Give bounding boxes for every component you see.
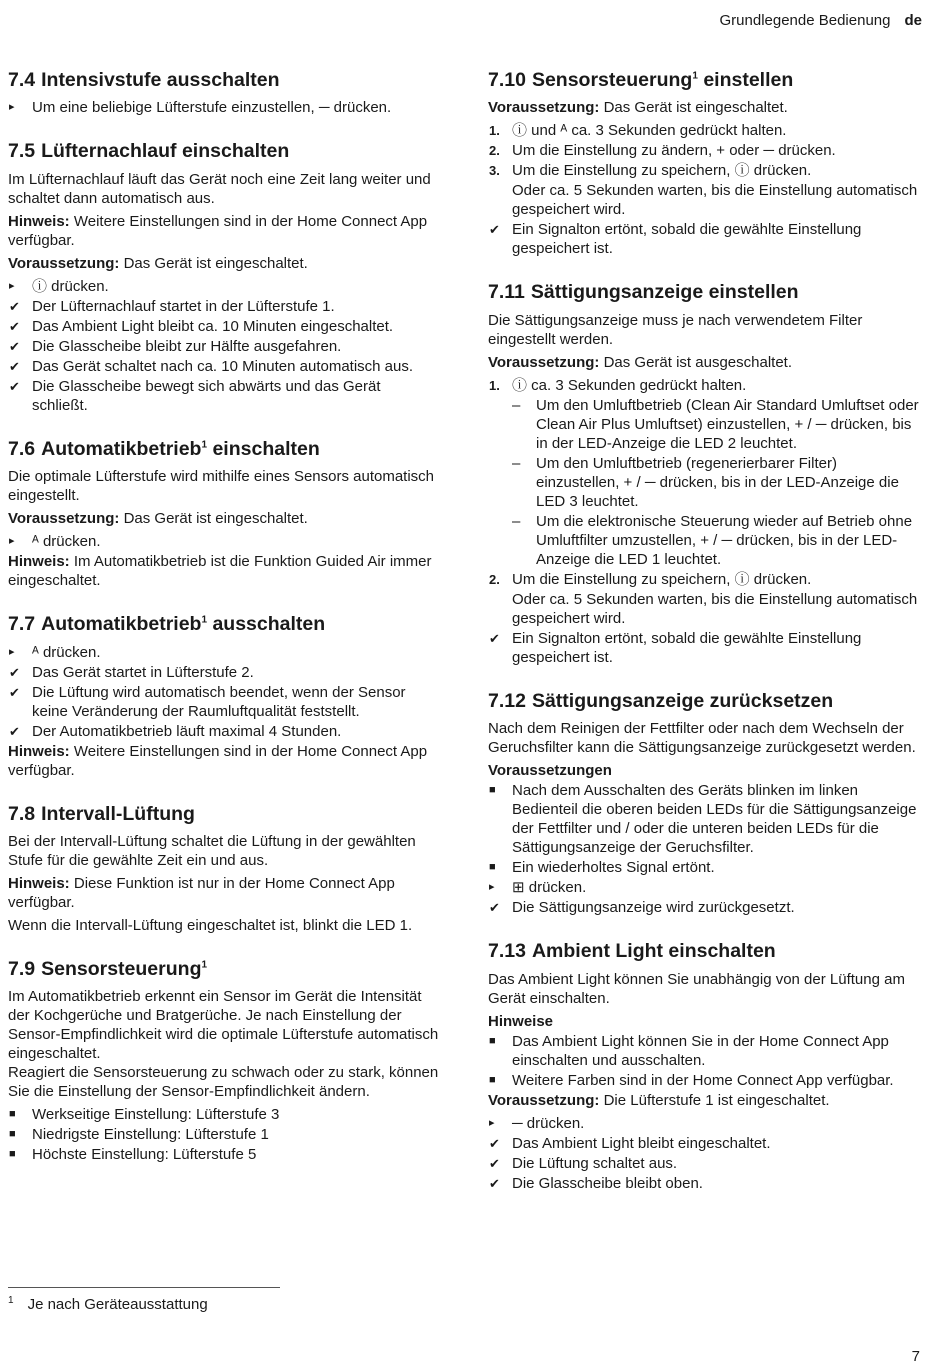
square-bullet-icon: ■ [489, 1034, 496, 1047]
section-7-7 [8, 612, 440, 779]
dash-bullet-icon: – [512, 512, 521, 530]
section-number: 7.11 [488, 281, 525, 304]
section-title: Sensorsteuerung [41, 957, 202, 980]
requirement-text: Das Gerät ist eingeschaltet. [603, 99, 788, 117]
result-text: Die Sättigungsanzeige wird zurückgesetzt. [512, 899, 795, 917]
list-text: Ein wiederholtes Signal ertönt. [512, 859, 715, 877]
step-text: ⓘ und ᴬ ca. 3 Sekunden gedrückt halten. [512, 122, 787, 140]
step-text: Um die Einstellung zu speichern, ⓘ drücken. [512, 570, 812, 588]
intro-text: Das Ambient Light können Sie unabhängig von der Lüftung am Gerät einschalten. [488, 970, 905, 1007]
section-heading [488, 939, 924, 963]
list-item [8, 1125, 440, 1144]
hint-label: Hinweis: [8, 212, 70, 230]
result-item [8, 357, 440, 376]
section-7-5 [8, 139, 440, 414]
result-text: Der Automatikbetrieb läuft maximal 4 Stunden. [32, 722, 342, 740]
requirement [488, 1091, 924, 1110]
requirement-label: Voraussetzung: [488, 353, 600, 371]
section-7-8 [8, 802, 440, 935]
step-number: 2. [489, 571, 500, 587]
result-item [8, 297, 440, 316]
check-icon: ✔ [9, 664, 20, 680]
square-bullet-icon: ■ [489, 1073, 496, 1086]
section-title: Automatikbetrieb [41, 613, 202, 636]
check-icon: ✔ [9, 298, 20, 314]
step-continuation: Oder ca. 5 Sekunden warten, bis die Einstellung automatisch gespeichert wird. [512, 182, 918, 219]
requirement-label: Voraussetzung: [488, 1091, 600, 1109]
right-column [488, 68, 924, 1215]
hint-label: Hinweis: [8, 742, 70, 760]
step-number: 1. [489, 123, 500, 139]
result-text: Die Glasscheibe bleibt oben. [512, 1174, 703, 1192]
list-text: Höchste Einstellung: Lüfterstufe 5 [32, 1146, 257, 1164]
requirement [8, 509, 440, 528]
action-step [8, 98, 440, 117]
section-number: 7.12 [488, 689, 526, 712]
result-text: Ein Signalton ertönt, sobald die gewählte Einstellung gespeichert ist. [512, 221, 862, 258]
requirement-label: Voraussetzung: [8, 254, 120, 272]
section-number: 7.9 [8, 957, 36, 980]
intro-text: Bei der Intervall-Lüftung schaltet die Lüftung in der gewählten Stufe für die gewählte Zeit ein und aus. [8, 832, 416, 869]
footnote-ref: 1 [201, 959, 208, 971]
section-heading [488, 689, 924, 713]
result-text: Das Gerät startet in Lüfterstufe 2. [32, 663, 254, 681]
square-bullet-icon: ■ [9, 1128, 16, 1141]
left-column [8, 68, 440, 1186]
footnote-divider [8, 1287, 280, 1288]
header-title: Grundlegende Bedienung [719, 12, 891, 29]
section-7-11 [488, 280, 924, 666]
check-icon: ✔ [489, 630, 500, 646]
section-7-13 [488, 939, 924, 1192]
requirement-text: Das Gerät ist ausgeschaltet. [603, 353, 793, 371]
step-text: ᴬ drücken. [32, 533, 101, 551]
section-title-end: ausschalten [212, 613, 326, 636]
section-heading [8, 437, 440, 461]
section-title: Sensorsteuerung [531, 69, 693, 91]
action-step [8, 277, 440, 296]
requirement-label: Voraussetzungen [488, 762, 612, 780]
section-number: 7.5 [8, 140, 36, 163]
section-title: Sättigungsanzeige zurücksetzen [531, 689, 834, 712]
list-item [8, 1145, 440, 1164]
footnote-mark: 1 [8, 1295, 14, 1306]
step-continuation: Oder ca. 5 Sekunden warten, bis die Einstellung automatisch gespeichert wird. [512, 590, 918, 627]
action-step [488, 878, 924, 897]
section-7-4 [8, 68, 440, 117]
section-title: Lüfternachlauf einschalten [41, 140, 290, 163]
result-text: Das Ambient Light bleibt eingeschaltet. [512, 1134, 771, 1152]
check-icon: ✔ [489, 222, 500, 238]
hint-label: Hinweise [488, 1012, 554, 1030]
list-item [488, 858, 924, 877]
check-icon: ✔ [9, 358, 20, 374]
list-item [488, 1032, 924, 1070]
check-icon: ✔ [9, 723, 20, 739]
sub-text: Um den Umluftbetrieb (regenerierbarer Filter) einzustellen, + / ─ drücken, bis in der LED-Anzeige die LED 3 leuchtet. [536, 454, 899, 510]
intro-text: Nach dem Reinigen der Fettfilter oder nach dem Wechseln der Geruchsfilter kann die Sättigungsanzeige zurückgesetzt werden. [488, 720, 916, 757]
result-item [8, 683, 440, 721]
check-icon: ✔ [489, 1175, 500, 1191]
square-bullet-icon: ■ [489, 784, 496, 797]
action-step [8, 643, 440, 662]
intro-text: Im Automatikbetrieb erkennt ein Sensor im Gerät die Intensität der Kochgerüche und Bratgerüche. Je nach Einstellung der Sensor-Empfindlichkeit wird die optimale Lüfterstufe automatisch eingeschaltet. [8, 988, 439, 1063]
list-text: Das Ambient Light können Sie in der Home Connect App einschalten und ausschalten. [512, 1032, 889, 1069]
section-title-end: einschalten [212, 437, 320, 460]
result-item [8, 722, 440, 741]
result-text: Das Gerät schaltet nach ca. 10 Minuten automatisch aus. [32, 357, 414, 375]
list-item [488, 781, 924, 857]
section-title: Intervall-Lüftung [41, 802, 195, 825]
section-title: Intensivstufe ausschalten [41, 69, 280, 91]
hint [8, 874, 440, 912]
result-item [8, 377, 440, 415]
list-text: Nach dem Ausschalten des Geräts blinken im linken Bedienteil die oberen beiden LEDs für die Sättigungsanzeige der Fettfilter und / oder die unteren beiden LEDs für die Sättigungsanzeige der Geruchsfilter. [512, 782, 917, 857]
footnote-ref: 1 [692, 70, 698, 82]
section-title-end: einstellen [703, 69, 794, 91]
step-text: Um die Einstellung zu speichern, ⓘ drücken. [512, 162, 812, 180]
step-text: ─ drücken. [512, 1114, 585, 1132]
check-icon: ✔ [489, 900, 500, 916]
step-text: ᴬ drücken. [32, 643, 101, 661]
result-text: Die Glasscheibe bleibt zur Hälfte ausgefahren. [32, 337, 342, 355]
result-item [8, 317, 440, 336]
section-title: Sättigungsanzeige einstellen [530, 281, 799, 304]
square-bullet-icon: ■ [489, 861, 496, 874]
arrow-icon: ▸ [9, 279, 15, 292]
result-item [488, 1154, 924, 1173]
intro-text: Die Sättigungsanzeige muss je nach verwendetem Filter eingestellt werden. [488, 311, 863, 348]
intro-text-2: Reagiert die Sensorsteuerung zu schwach oder zu stark, können Sie die Einstellung der Sensor-Empfindlichkeit ändern. [8, 1064, 439, 1101]
dash-bullet-icon: – [512, 396, 521, 414]
arrow-icon: ▸ [9, 101, 15, 114]
dash-bullet-icon: – [512, 454, 521, 472]
page-number: 7 [911, 1348, 920, 1365]
result-item [8, 663, 440, 682]
section-title: Ambient Light einschalten [531, 940, 776, 963]
hint-text: Weitere Einstellungen sind in der Home Connect App verfügbar. [8, 212, 428, 249]
step-text: ⓘ ca. 3 Sekunden gedrückt halten. [512, 376, 747, 394]
requirement [488, 98, 924, 117]
step-number: 3. [489, 163, 500, 179]
language-code: de [904, 12, 922, 29]
arrow-icon: ▸ [9, 535, 15, 548]
action-step [488, 1114, 924, 1133]
step-number: 1. [489, 377, 500, 393]
step-text: ⊞ drücken. [512, 879, 587, 897]
list-text: Niedrigste Einstellung: Lüfterstufe 1 [32, 1126, 269, 1144]
result-item [488, 629, 924, 667]
section-title: Automatikbetrieb [41, 437, 202, 460]
footnote [8, 1295, 208, 1313]
section-heading [8, 139, 440, 163]
arrow-icon: ▸ [489, 881, 495, 894]
numbered-step [488, 376, 924, 395]
check-icon: ✔ [9, 378, 20, 394]
list-text: Weitere Farben sind in der Home Connect App verfügbar. [512, 1071, 894, 1089]
result-text: Der Lüfternachlauf startet in der Lüfterstufe 1. [32, 297, 335, 315]
section-number: 7.7 [8, 613, 36, 636]
list-item [488, 1071, 924, 1090]
hint [8, 212, 440, 250]
section-heading [488, 68, 924, 92]
result-text: Die Glasscheibe bewegt sich abwärts und das Gerät schließt. [32, 377, 381, 414]
requirement [488, 353, 924, 372]
action-step [8, 532, 440, 551]
section-heading [8, 802, 440, 826]
section-number: 7.6 [8, 437, 36, 460]
arrow-icon: ▸ [9, 645, 15, 658]
section-heading [8, 612, 440, 636]
numbered-step [488, 570, 924, 589]
check-icon: ✔ [9, 684, 20, 700]
result-text: Das Ambient Light bleibt ca. 10 Minuten eingeschaltet. [32, 317, 394, 335]
section-heading [8, 68, 440, 92]
section-number: 7.4 [8, 69, 36, 91]
hint [8, 552, 440, 590]
footnote-ref: 1 [201, 439, 208, 451]
section-number: 7.8 [8, 802, 36, 825]
result-text: Die Lüftung schaltet aus. [512, 1154, 678, 1172]
result-text: Die Lüftung wird automatisch beendet, wenn der Sensor keine Veränderung der Raumluftqualität feststellt. [32, 683, 406, 720]
check-icon: ✔ [489, 1135, 500, 1151]
footnote-text: Je nach Geräteausstattung [27, 1296, 208, 1313]
sub-item [488, 396, 924, 453]
check-icon: ✔ [489, 1155, 500, 1171]
hint-text: Diese Funktion ist nur in der Home Connect App verfügbar. [8, 874, 395, 911]
sub-item [488, 512, 924, 569]
result-item [488, 898, 924, 917]
page-header [720, 12, 923, 29]
result-item [8, 337, 440, 356]
hint-text: Weitere Einstellungen sind in der Home Connect App verfügbar. [8, 742, 428, 779]
sub-text: Um die elektronische Steuerung wieder auf Betrieb ohne Umluftfilter umzustellen, + / ─ drücken, bis in der LED-Anzeige die LED 1 leuchtet. [536, 512, 913, 568]
section-7-10 [488, 68, 924, 258]
intro-text: Die optimale Lüfterstufe wird mithilfe eines Sensors automatisch eingestellt. [8, 468, 435, 505]
list-text: Werkseitige Einstellung: Lüfterstufe 3 [32, 1106, 280, 1124]
hints-label [488, 1012, 924, 1031]
intro-text: Im Lüfternachlauf läuft das Gerät noch eine Zeit lang weiter und schaltet dann automatisch aus. [8, 170, 431, 207]
section-7-6 [8, 437, 440, 590]
numbered-step [488, 141, 924, 160]
sub-item [488, 454, 924, 511]
numbered-step [488, 121, 924, 140]
square-bullet-icon: ■ [9, 1108, 16, 1121]
step-text: ⓘ drücken. [32, 277, 109, 295]
result-text: Ein Signalton ertönt, sobald die gewählte Einstellung gespeichert ist. [512, 629, 862, 666]
square-bullet-icon: ■ [9, 1148, 16, 1161]
section-7-9 [8, 957, 440, 1164]
hint-label: Hinweis: [8, 874, 70, 892]
requirement-text: Die Lüfterstufe 1 ist eingeschaltet. [603, 1091, 830, 1109]
section-heading [8, 957, 440, 981]
result-item [488, 1134, 924, 1153]
hint-text: Im Automatikbetrieb ist die Funktion Guided Air immer eingeschaltet. [8, 553, 432, 590]
requirement-label: Voraussetzung: [8, 510, 120, 528]
requirements-label [488, 761, 924, 780]
list-item [8, 1105, 440, 1124]
section-heading [488, 280, 924, 304]
step-text: Um eine beliebige Lüfterstufe einzustellen, ─ drücken. [32, 99, 392, 117]
result-item [488, 220, 924, 258]
step-number: 2. [489, 143, 500, 159]
note-text: Wenn die Intervall-Lüftung eingeschaltet ist, blinkt die LED 1. [8, 916, 413, 934]
check-icon: ✔ [9, 318, 20, 334]
result-item [488, 1174, 924, 1193]
hint-label: Hinweis: [8, 553, 70, 571]
requirement-text: Das Gerät ist eingeschaltet. [123, 254, 308, 272]
check-icon: ✔ [9, 338, 20, 354]
section-7-12 [488, 689, 924, 917]
requirement-text: Das Gerät ist eingeschaltet. [123, 510, 308, 528]
numbered-step [488, 161, 924, 180]
section-number: 7.13 [488, 940, 526, 963]
step-text: Um die Einstellung zu ändern, + oder ─ drücken. [512, 142, 836, 160]
hint [8, 742, 440, 780]
requirement-label: Voraussetzung: [488, 99, 600, 117]
sub-text: Um den Umluftbetrieb (Clean Air Standard Umluftset oder Clean Air Plus Umluftset) einzustellen, + / ─ drücken, bis in der LED-Anzeige die LED 2 leuchtet. [536, 396, 919, 452]
requirement [8, 254, 440, 273]
section-number: 7.10 [488, 69, 526, 91]
footnote-ref: 1 [201, 614, 208, 626]
arrow-icon: ▸ [489, 1116, 495, 1129]
